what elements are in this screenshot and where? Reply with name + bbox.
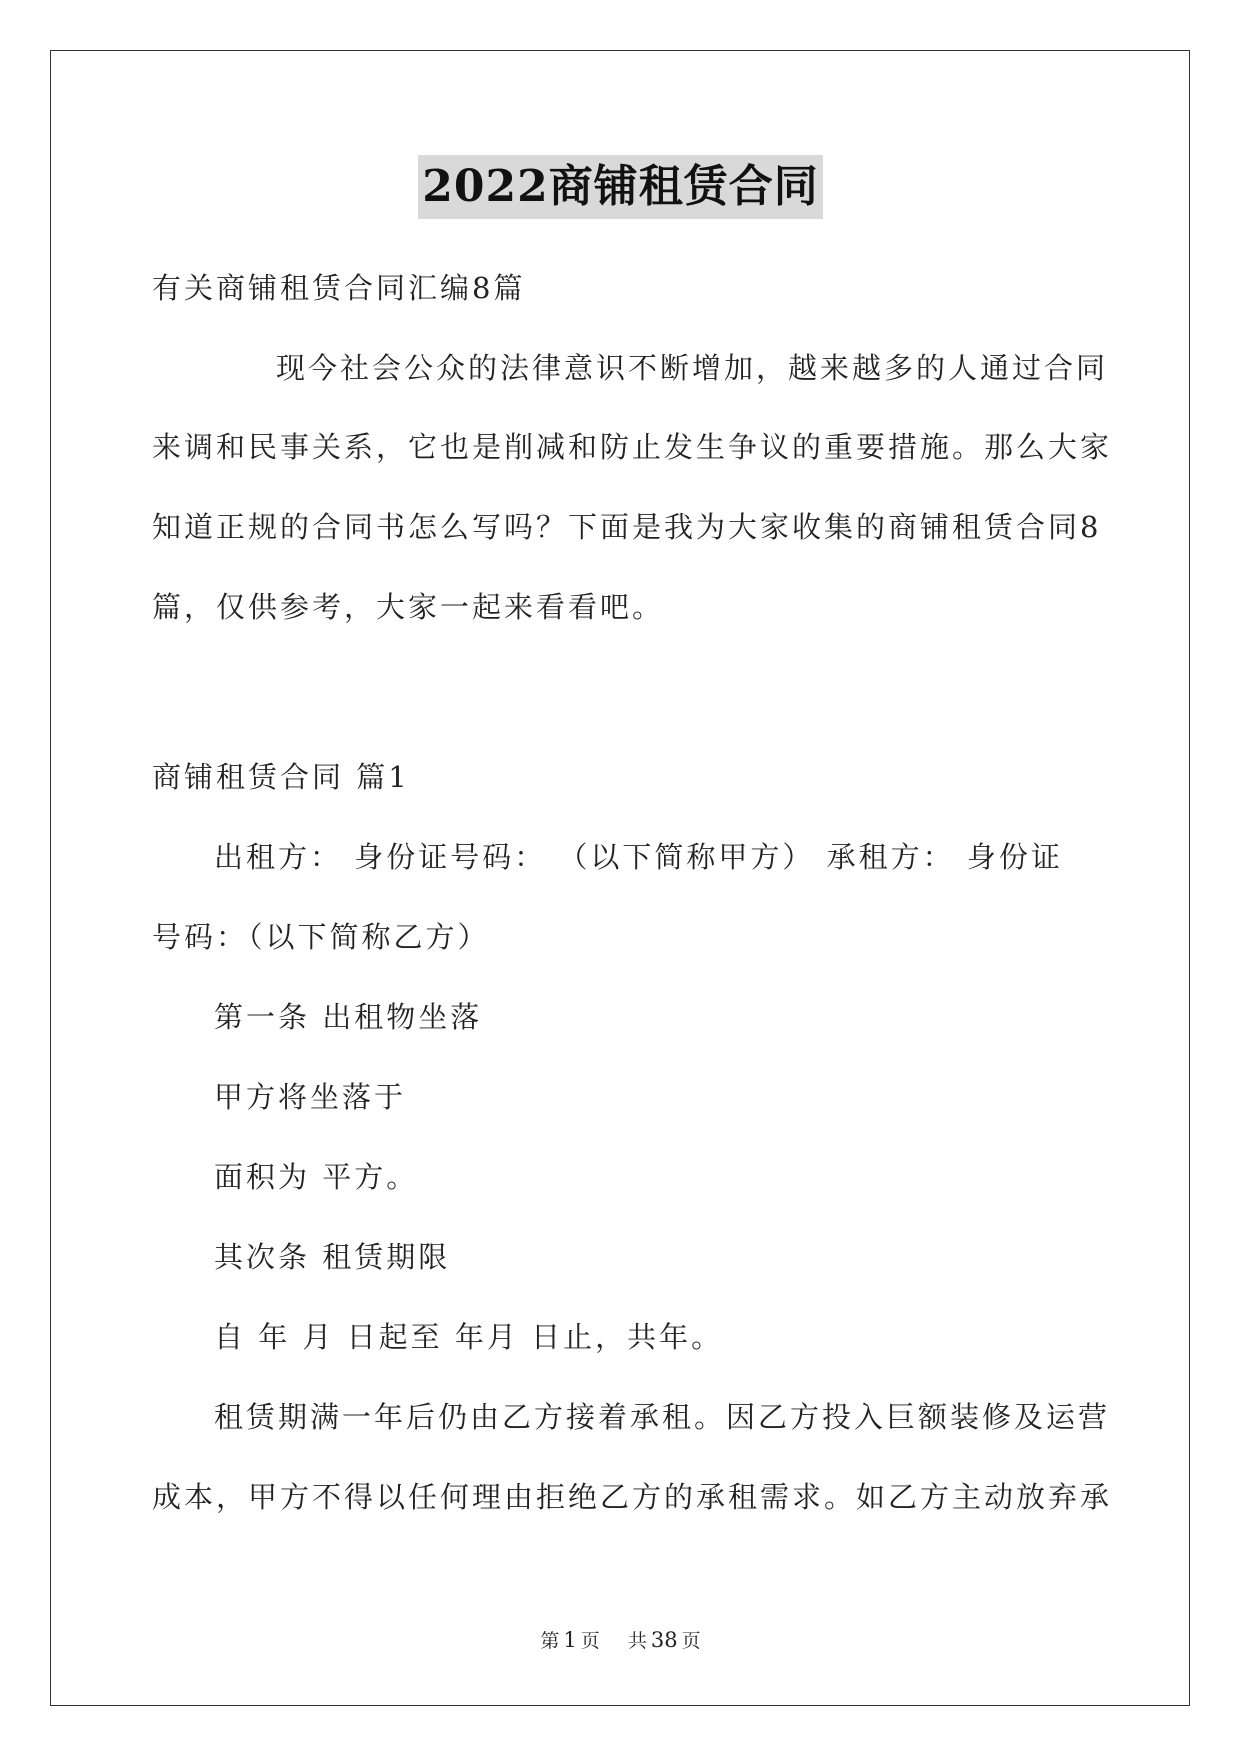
total-prefix: 共 bbox=[627, 1630, 647, 1652]
total-suffix: 页 bbox=[681, 1630, 701, 1652]
page-prefix: 第 bbox=[540, 1630, 560, 1652]
body-line-2: 号码：（以下简称乙方） bbox=[152, 920, 490, 954]
body-line-5: 面积为 平方。 bbox=[214, 1160, 419, 1194]
intro-line-4: 篇，仅供参考，大家一起来看看吧。 bbox=[152, 590, 665, 624]
title-container bbox=[0, 155, 1241, 219]
intro-line-1: 现今社会公众的法律意识不断增加，越来越多的人通过合同 bbox=[276, 351, 1109, 385]
body-line-1: 出租方： 身份证号码： （以下简称甲方） 承租方： 身份证 bbox=[214, 840, 1063, 874]
section-heading: 商铺租赁合同 篇1 bbox=[152, 760, 410, 794]
total-pages: 38 bbox=[650, 1628, 678, 1652]
body-line-9: 成本，甲方不得以任何理由拒绝乙方的承租需求。如乙方主动放弃承 bbox=[152, 1480, 1113, 1514]
body-line-7: 自 年 月 日起至 年月 日止，共年。 bbox=[214, 1320, 724, 1354]
intro-line-3: 知道正规的合同书怎么写吗？下面是我为大家收集的商铺租赁合同8 bbox=[152, 510, 1102, 544]
document-title: 2022商铺租赁合同 bbox=[418, 155, 822, 219]
body-line-3: 第一条 出租物坐落 bbox=[214, 1000, 483, 1034]
body-line-6: 其次条 租赁期限 bbox=[214, 1240, 451, 1274]
body-line-8: 租赁期满一年后仍由乙方接着承租。因乙方投入巨额装修及运营 bbox=[214, 1400, 1111, 1434]
intro-line-2: 来调和民事关系，它也是削减和防止发生争议的重要措施。那么大家 bbox=[152, 430, 1113, 464]
page-suffix: 页 bbox=[580, 1630, 600, 1652]
document-subtitle: 有关商铺租赁合同汇编8篇 bbox=[152, 271, 526, 305]
body-line-4: 甲方将坐落于 bbox=[214, 1080, 407, 1114]
page-number: 1 bbox=[563, 1628, 577, 1652]
page-footer bbox=[0, 1628, 1241, 1653]
